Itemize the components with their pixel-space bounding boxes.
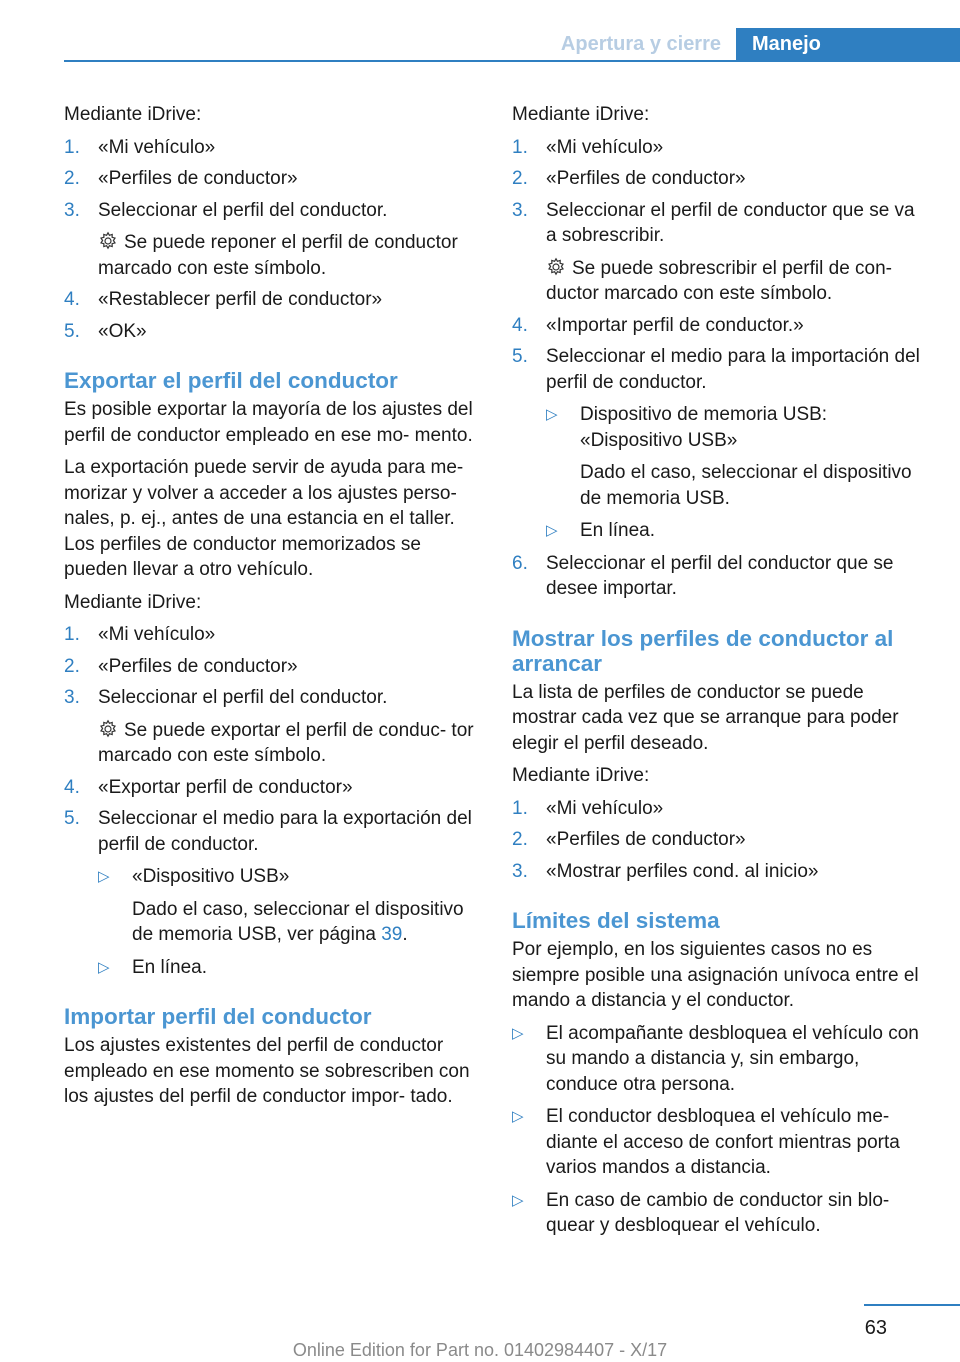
step-number: 2. [64,168,80,189]
triangle-right-icon: ▷ [512,1191,524,1209]
step-text: «Exportar perfil de conductor» [98,776,353,798]
intro-text: Mediante iDrive: [64,104,202,125]
step-number: 4. [64,776,80,798]
sub-list-item [98,955,480,981]
step-number: 1. [64,136,80,158]
step-number: 1. [512,136,528,158]
triangle-right-icon: ▷ [98,958,110,976]
step-note [98,718,480,769]
sub-item-note [132,897,480,948]
sub-list-item [546,402,928,511]
step-text: «Perfiles de conductor» [98,168,298,189]
triangle-right-icon: ▷ [98,868,110,885]
step-number: 5. [512,346,528,367]
page-number: 63 [864,1317,887,1339]
step-number: 5. [64,320,80,342]
gear-icon [546,257,566,277]
import-paragraph: Los ajustes existentes del perfil de conductor empleado en ese momento se sobrescriben con los ajustes del perfil de conductor impor‐ tado. [64,1035,470,1107]
step-number: 3. [64,687,80,708]
step-number: 4. [64,289,80,310]
list-item [64,685,480,769]
show-steps-list [512,796,928,885]
step-note [98,230,480,281]
page-link[interactable]: 39 [381,924,403,945]
step-text: Seleccionar el medio para la exportación del perfil de conductor. [98,808,472,855]
sub-note-text: Dado el caso, seleccionar el dispositivo de memoria USB, ver página [132,898,464,945]
step-text: «Perfiles de conductor» [98,655,298,677]
step-text: Seleccionar el perfil del conductor. [98,687,388,708]
step-note-text: Se puede exportar el perfil de conduc‐ tor marcado con este símbolo. [98,719,474,766]
show-profiles-paragraph: La lista de perfiles de conductor se puede mostrar cada vez que se arranque para poder elegir el perfil deseado. [512,681,899,754]
page-header [0,0,960,64]
step-number: 1. [64,624,80,645]
step-text: «OK» [98,320,147,342]
import-steps-list [512,135,928,602]
step-number: 3. [512,860,528,882]
list-item [64,135,480,161]
step-text: «Mi vehículo» [546,797,664,819]
list-item [512,135,928,161]
list-item [512,827,928,853]
step-text: «Mi vehículo» [546,136,664,158]
step-number: 3. [64,199,80,221]
system-limits-paragraph: Por ejemplo, en los siguientes casos no es siempre posible una asignación unívoca entre el mando a distancia y el conductor. [512,939,919,1011]
gear-icon [98,231,118,251]
export-paragraph: Es posible exportar la mayoría de los ajustes del perfil de conductor empleado en ese mo‐ mento. [64,399,473,446]
step-number: 3. [512,199,528,221]
triangle-right-icon: ▷ [546,522,558,539]
step-note-text: Se puede sobrescribir el perfil de con‐ ductor marcado con este símbolo. [546,257,893,304]
step-text: «Restablecer perfil de conductor» [98,289,383,310]
list-item [512,344,928,544]
list-item [64,287,480,313]
list-item [512,551,928,602]
import-heading: Importar perfil del conductor [64,1004,372,1029]
step-text: Seleccionar el perfil de conductor que se va a sobrescribir. [546,199,915,246]
step-text: «Perfiles de conductor» [546,168,746,189]
sub-item-text: «Dispositivo USB» [132,866,290,887]
step-text: «Perfiles de conductor» [546,829,746,850]
step-note-text: Se puede reponer el perfil de conductor marcado con este símbolo. [98,232,458,279]
list-item [512,1021,928,1098]
step-number: 4. [512,314,528,336]
export-paragraph: La exportación puede servir de ayuda para me‐ morizar y volver a acceder a los ajustes perso‐ nales, p. ej., antes de una estancia en el taller. Los perfiles de conductor memorizados se pueden llevar a otro vehículo. [64,457,464,580]
sub-list-item [546,518,928,544]
sub-list [546,402,928,544]
reset-steps-list [64,135,480,345]
bullet-text: El conductor desbloquea el vehículo me‐ diante el acceso de confort mientras porta varios mandos a distancia. [546,1106,900,1178]
step-note [546,256,928,307]
list-item [512,198,928,307]
bullet-text: El acompañante desbloquea el vehículo con su mando a distancia y, sin embargo, conduce otra persona. [546,1022,919,1095]
step-text: «Mi vehículo» [98,136,216,158]
list-item [512,166,928,192]
bullet-text: En caso de cambio de conductor sin blo‐ quear y desbloquear el vehículo. [546,1189,890,1236]
step-text: Seleccionar el perfil del conductor. [98,199,388,221]
edition-text: Online Edition for Part no. 01402984407 - X/17 [292,1340,668,1360]
step-text: «Importar perfil de conductor.» [546,314,804,336]
list-item [64,654,480,680]
intro-text: Mediante iDrive: [512,765,650,786]
step-number: 5. [64,808,80,829]
list-item [64,622,480,648]
step-number: 1. [512,797,528,819]
triangle-right-icon: ▷ [512,1108,524,1125]
list-item [64,806,480,980]
sub-note-suffix: . [402,924,408,945]
sub-list [98,864,480,980]
header-section-tab[interactable]: Manejo [736,28,960,60]
show-profiles-heading: Mostrar los perfiles de conductor al arrancar [512,625,894,676]
triangle-right-icon: ▷ [512,1024,524,1042]
header-chapter-tab[interactable]: Apertura y cierre [547,28,735,60]
step-number: 2. [512,829,528,850]
limits-list [512,1021,928,1239]
step-number: 6. [512,552,528,574]
list-item [512,859,928,885]
list-item [64,775,480,801]
step-text: «Mi vehículo» [98,624,216,645]
intro-text: Mediante iDrive: [64,591,202,613]
step-text: Seleccionar el perfil del conductor que se desee importar. [546,552,894,599]
intro-text: Mediante iDrive: [512,104,650,125]
step-number: 2. [64,655,80,677]
list-item [512,1104,928,1181]
list-item [64,319,480,345]
sub-item-text: Dispositivo de memoria USB: «Dispositivo USB» [580,404,828,451]
footer-rule [864,1304,960,1306]
sub-item-note: Dado el caso, seleccionar el dispositivo de memoria USB. [580,462,912,509]
step-number: 2. [512,168,528,189]
right-column [512,102,928,1246]
list-item [512,796,928,822]
export-steps-list [64,622,480,980]
left-column [64,102,480,1117]
list-item [64,166,480,192]
sub-item-text: En línea. [580,520,655,541]
step-text: «Mostrar perfiles cond. al inicio» [546,860,819,882]
system-limits-heading: Límites del sistema [512,908,720,933]
sub-list-item [98,864,480,948]
list-item [512,1188,928,1239]
gear-icon [98,719,118,739]
step-text: Seleccionar el medio para la importación del perfil de conductor. [546,346,920,393]
triangle-right-icon: ▷ [546,406,558,423]
list-item [512,313,928,339]
export-heading: Exportar el perfil del conductor [64,368,398,393]
sub-item-text: En línea. [132,956,207,978]
header-rule [64,60,960,62]
list-item [64,198,480,282]
